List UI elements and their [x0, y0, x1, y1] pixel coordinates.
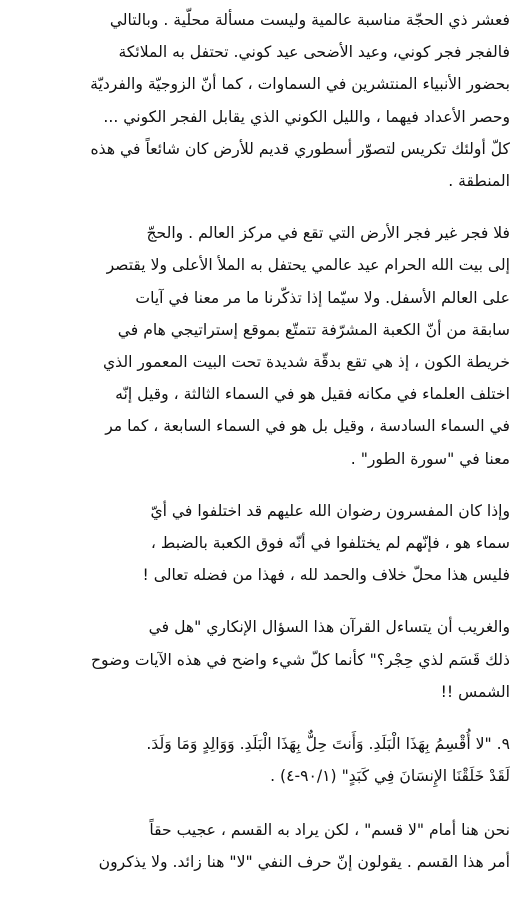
paragraph-kaaba — [14, 217, 510, 475]
text-line: وإذا كان المفسرون رضوان الله عليهم قد اختلفوا في أيّ — [150, 501, 510, 520]
text-line: فلا فجر غير فجر الأرض التي تقع في مركز العالم . والحجّ — [146, 224, 510, 243]
text-line: في السماء السادسة ، وقيل بل هو في السماء السابعة ، كما مر — [105, 417, 510, 436]
text-line: وحصر الأعداد فيهما ، والليل الكوني الذي يقابل الفجر الكوني ... — [103, 107, 510, 126]
quran-verse-block — [14, 728, 510, 792]
paragraph-oath — [14, 814, 510, 878]
text-line: على العالم الأسفل. ولا سيّما إذا تذكّرنا ما مر معنا في آيات — [135, 288, 510, 307]
text-line: المنطقة . — [448, 172, 510, 191]
text-line: فليس هذا محلّ خلاف والحمد لله ، فهذا من فضله تعالى ! — [142, 566, 510, 585]
verse-line: ٩. "لا أُقْسِمُ بِهَذَا الْبَلَدِ. وَأَنتَ حِلٌّ بِهَذَا الْبَلَدِ. وَوَالِدٍ وَمَا وَلَدَ. — [146, 735, 510, 754]
text-line: كلّ أولئك تكريس لتصوّر أسطوري قديم للأرض كان شائعاً في هذه — [90, 139, 510, 158]
paragraph-question — [14, 611, 510, 708]
text-line: سماء هو ، فإنّهم لم يختلفوا في أنّه فوق الكعبة بالضبط ، — [150, 534, 510, 553]
text-line: الشمس !! — [440, 682, 510, 701]
text-line: نحن هنا أمام "لا قسم" ، لكن يراد به القسم ، عجيب حقاً — [149, 821, 510, 840]
text-line: فعشر ذي الحجّة مناسبة عالمية وليست مسألة محلّية . وبالتالي — [109, 11, 510, 29]
paragraph-mufassirun — [14, 495, 510, 592]
text-line: ذلك قَسَم لذي حِجْر؟" كأنما كلّ شيء واضح في هذه الآيات وضوح — [90, 650, 510, 669]
text-line: والغريب أن يتساءل القرآن هذا السؤال الإنكاري "هل في — [148, 618, 510, 637]
text-line: خريطة الكون ، إذ هي تقع بدقّة شديدة تحت البيت المعمور الذي — [102, 353, 510, 372]
text-line: إلى بيت الله الحرام عيد عالمي يحتفل به الملأ الأعلى ولا يقتصر — [106, 256, 510, 275]
paragraph-dhul-hijja — [14, 4, 510, 197]
text-line: اختلف العلماء في مكانه فقيل هو في السماء الثالثة ، وقيل إنّه — [115, 385, 510, 404]
text-line: سابقة من أنّ الكعبة المشرّفة تتمتّع بموقع إستراتيجي هام في — [117, 320, 510, 339]
text-line: أمر هذا القسم . يقولون إنّ حرف النفي "لا" هنا زائد. ولا يذكرون — [98, 853, 510, 872]
text-line: بحضور الأنبياء المنتشرين في السماوات ، كما أنّ الزوجيّة والفرديّة — [90, 75, 510, 94]
verse-line: لَقَدْ خَلَقْنَا الإِنسَانَ فِي كَبَدٍ" (٩٠/١-٤) . — [270, 767, 510, 786]
text-line: معنا في "سورة الطور" . — [350, 449, 510, 468]
text-line: فالفجر فجر كوني، وعيد الأضحى عيد كوني. تحتفل به الملائكة — [118, 43, 510, 62]
